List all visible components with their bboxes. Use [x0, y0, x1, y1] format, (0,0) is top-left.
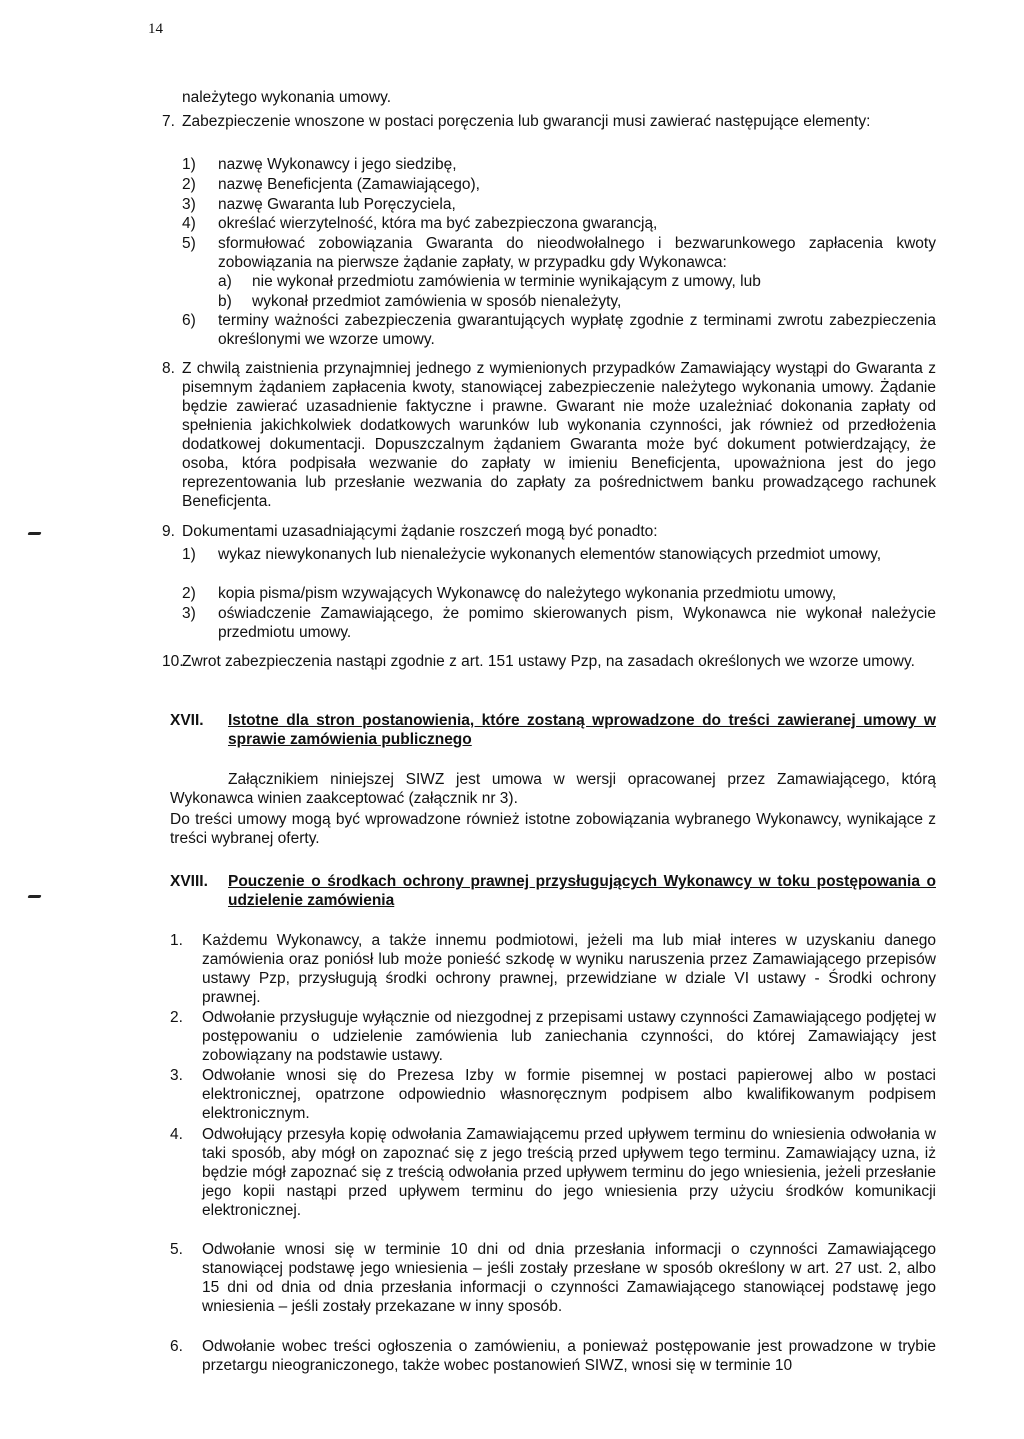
list-item-xviii-1: 1. Każdemu Wykonawcy, a także innemu podmiotowi, jeżeli ma lub miał interes w uzyskaniu danego zamówienia oraz poniósł lub może ponieść szkodę w wyniku naruszenia przez Zamawiającego przepisów ustawy Pzp, przysługują środki ochrony prawnej, przewidziane w dziale VI ustawy - Środki ochrony prawnej.	[170, 932, 936, 1006]
continuation-text: należytego wykonania umowy.	[182, 89, 392, 106]
section-heading-xviii	[170, 872, 936, 910]
sub-item-7-2: 2) nazwę Beneficjenta (Zamawiającego),	[182, 176, 480, 193]
sub-item-9-1: 1) wykaz niewykonanych lub nienależycie wykonanych elementów stanowiących przedmiot umowy,	[182, 546, 882, 563]
list-item-9	[162, 522, 936, 541]
section-number: XVIII.	[170, 873, 208, 890]
list-item-xviii-2: 2. Odwołanie przysługuje wyłącznie od niezgodnej z przepisami ustawy czynności Zamawiającego podjętej w postępowaniu o udzielenie zamówienia lub zaniechania czynności, do której Zamawiający jest zobowiązany na podstawie ustawy.	[170, 1009, 936, 1064]
item-number: 7.	[162, 113, 175, 130]
section-xvii-paragraph-2: Do treści umowy mogą być wprowadzone również istotne zobowiązania wybranego Wykonawcy, wynikające z treści wybranej oferty.	[170, 811, 936, 847]
sub-item-7-6: 6) terminy ważności zabezpieczenia gwarantujących wypłatę zgodnie z terminami zwrotu zabezpieczenia określonymi we wzorze umowy.	[182, 312, 936, 348]
item-text: Zabezpieczenie wnoszone w postaci poręczenia lub gwarancji musi zawierać następujące elementy:	[182, 113, 871, 130]
list-item-xviii-5: 5. Odwołanie wnosi się w terminie 10 dni od dnia przesłania informacji o czynności Zamawiającego stanowiącej podstawę jego wniesienia – jeśli zostały przesłane w sposób określony w art. 27 ust. 2, albo 15 dni od dnia od dnia przesłania informacji o czynności Zamawiającego stanowiącej podstawę jego wniesienia – jeśli zostały przekazane w inny sposób.	[170, 1241, 936, 1315]
sub-item-7-1: 1) nazwę Wykonawcy i jego siedzibę,	[182, 156, 457, 173]
item-text: Zwrot zabezpieczenia nastąpi zgodnie z art. 151 ustawy Pzp, na zasadach określonych we wzorze umowy.	[182, 653, 915, 670]
scan-mark	[27, 532, 41, 535]
section-number: XVII.	[170, 712, 204, 729]
sub-item-7-5: 5) sformułować zobowiązania Gwaranta do nieodwołalnego i bezwarunkowego zapłacenia kwoty zobowiązania na pierwsze żądanie zapłaty, w przypadku gdy Wykonawca:	[182, 235, 936, 271]
page-number: 14	[148, 21, 163, 37]
sub-item-9-3: 3) oświadczenie Zamawiającego, że pomimo skierowanych pism, Wykonawca nie wykonał należycie przedmiotu umowy.	[182, 605, 936, 641]
scan-mark	[27, 895, 41, 898]
list-item-10	[162, 652, 936, 671]
list-item-8	[162, 359, 936, 511]
section-title: Pouczenie o środkach ochrony prawnej przysługujących Wykonawcy w toku postępowania o udzielenie zamówienia	[228, 873, 936, 909]
section-title: Istotne dla stron postanowienia, które zostaną wprowadzone do treści zawieranej umowy w sprawie zamówienia publicznego	[228, 712, 936, 748]
list-item-7	[162, 112, 936, 131]
sub-item-7-3: 3) nazwę Gwaranta lub Poręczyciela,	[182, 196, 456, 213]
list-item-xviii-3: 3. Odwołanie wnosi się do Prezesa Izby w formie pisemnej w postaci papierowej albo w postaci elektronicznej, opatrzone odpowiednio własnoręcznym podpisem albo kwalifikowanym podpisem elektronicznym.	[170, 1067, 936, 1122]
item-text: Z chwilą zaistnienia przynajmniej jednego z wymienionych przypadków Zamawiający wystąpi do Gwaranta z pisemnym żądaniem zapłacenia kwoty, stanowiącej zabezpieczenie należytego wykonania umowy. Żądanie będzie zawierać uzasadnienie faktyczne i prawne. Gwarant nie może uzależniać dokonania zapłaty od spełnienia jakichkolwiek dodatkowych warunków lub wykonania czynności, jak również od przedłożenia dodatkowej dokumentacji. Dopuszczalnym żądaniem Gwaranta może być dokument potwierdzający, że osoba, która podpisała wezwanie do zapłaty w imieniu Beneficjenta, upoważniona jest do jego reprezentowania lub przesłanie wezwania do zapłaty za pośrednictwem banku prowadzącego rachunek Beneficjenta.	[182, 360, 936, 510]
section-xvii-paragraph-1: Załącznikiem niniejszej SIWZ jest umowa w wersji opracowanej przez Zamawiającego, którą Wykonawca winien zaakceptować (załącznik nr 3).	[170, 771, 936, 807]
item-text: Dokumentami uzasadniającymi żądanie roszczeń mogą być ponadto:	[182, 523, 658, 540]
item-number: 9.	[162, 523, 175, 540]
item-number: 8.	[162, 360, 175, 377]
section-heading-xvii	[170, 711, 936, 749]
list-item-xviii-4: 4. Odwołujący przesyła kopię odwołania Zamawiającemu przed upływem terminu do wniesienia odwołania w taki sposób, aby mógł on zapoznać się z jego treścią przed upływem tego terminu. Zamawiający uzna, iż będzie mógł zapoznać się z treścią odwołania przed upływem terminu do jego wniesienia, jeżeli przesłanie jego kopii nastąpi przed upływem terminu do jego wniesienia przy użyciu środków komunikacji elektronicznej.	[170, 1126, 936, 1219]
sub-item-7-4: 4) określać wierzytelność, która ma być zabezpieczona gwarancją,	[182, 215, 658, 232]
item-number: 10.	[162, 653, 184, 670]
sub-item-7-5-b: b) wykonał przedmiot zamówienia w sposób nienależyty,	[218, 293, 622, 310]
list-item-xviii-6: 6. Odwołanie wobec treści ogłoszenia o zamówieniu, a ponieważ postępowanie jest prowadzone w trybie przetargu nieograniczonego, także wobec postanowień SIWZ, wnosi się w terminie 10	[170, 1338, 936, 1374]
sub-item-9-2: 2) kopia pisma/pism wzywających Wykonawcę do należytego wykonania przedmiotu umowy,	[182, 585, 837, 602]
sub-item-7-5-a: a) nie wykonał przedmiotu zamówienia w terminie wynikającym z umowy, lub	[218, 273, 761, 290]
